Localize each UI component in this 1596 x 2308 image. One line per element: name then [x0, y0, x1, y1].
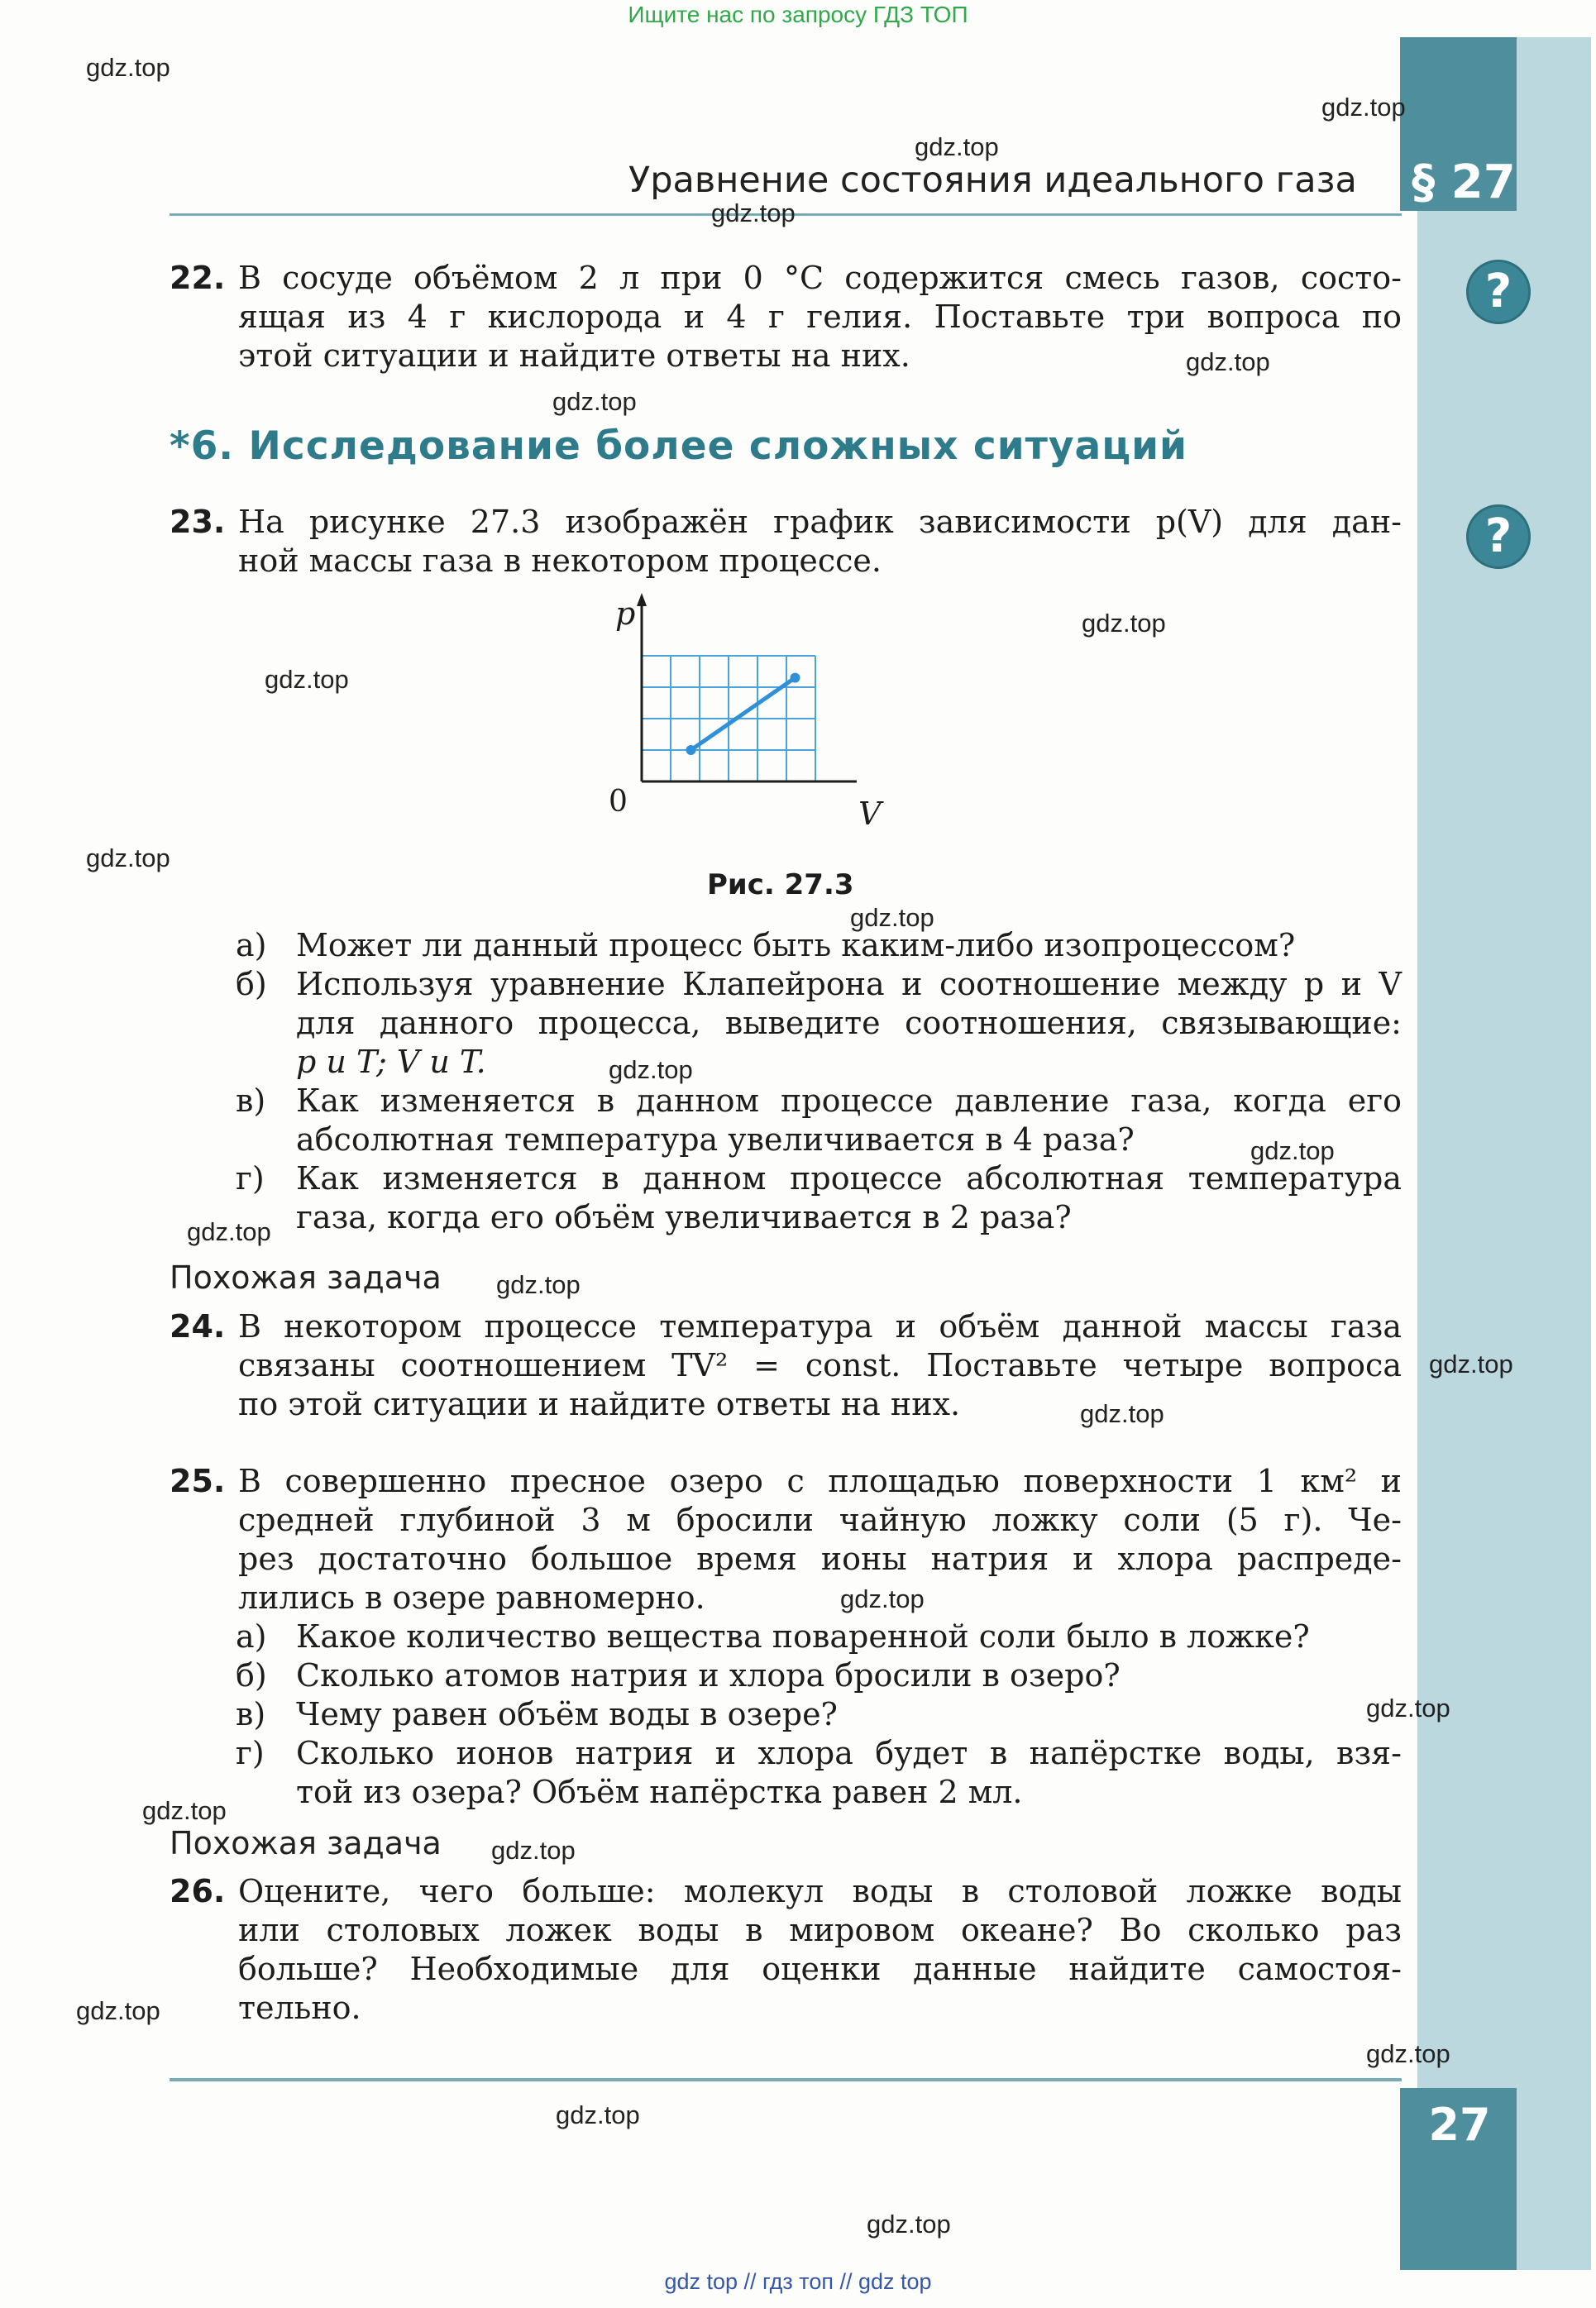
watermark: gdz.top	[1429, 1350, 1513, 1379]
watermark: gdz.top	[265, 665, 349, 694]
problem-number: 25.	[170, 1463, 226, 1499]
watermark: gdz.top	[552, 387, 637, 416]
section-label: § 27	[1412, 155, 1516, 209]
text-line: для данного процесса, выведите соотношения, связывающие:	[296, 1005, 1402, 1041]
y-axis-label: p	[615, 595, 636, 632]
subquestion-label: а)	[236, 927, 267, 963]
subquestion-g	[236, 1734, 1402, 1812]
section-heading: *6. Исследование более сложных ситуаций	[170, 423, 1187, 469]
text-line: Может ли данный процесс быть каким-либо изопроцессом?	[296, 927, 1296, 963]
subquestion-v	[236, 1695, 1402, 1734]
subquestion-b	[236, 965, 1402, 1082]
series-line	[691, 678, 796, 750]
page-number: 27	[1428, 2099, 1491, 2151]
pv-graph	[579, 591, 976, 848]
subquestion-label: г)	[236, 1160, 265, 1197]
text-line: ящая из 4 г кислорода и 4 г гелия. Поставьте три вопроса по	[238, 299, 1402, 335]
text-line: тельно.	[238, 1990, 361, 2026]
question-icon: ?	[1466, 504, 1531, 569]
problem-26	[170, 1872, 1402, 2028]
text-line: Как изменяется в данном процессе абсолютная температура	[296, 1160, 1402, 1197]
figure-caption: Рис. 27.3	[707, 868, 854, 901]
watermark: gdz.top	[867, 2210, 951, 2239]
text-line: Какое количество вещества поваренной соли было в ложке?	[296, 1618, 1310, 1655]
watermark: gdz.top	[840, 1584, 925, 1613]
watermark: gdz.top	[76, 1996, 160, 2025]
text-line: В некотором процессе температура и объём данной массы газа	[238, 1308, 1402, 1345]
text-line: В сосуде объёмом 2 л при 0 °С содержится смесь газов, состо-	[238, 260, 1402, 296]
watermark: gdz.top	[1321, 93, 1406, 122]
subquestion-label: в)	[236, 1696, 266, 1732]
text-line: p и T; V и T.	[296, 1044, 486, 1080]
text-line: этой ситуации и найдите ответы на них.	[238, 337, 910, 374]
watermark: gdz.top	[496, 1270, 581, 1299]
text-line: связаны соотношением TV² = const. Поставьте четыре вопроса	[238, 1347, 1402, 1383]
subquestion-a	[236, 1618, 1402, 1656]
text-line: Оцените, чего больше: молекул воды в столовой ложке воды	[238, 1873, 1402, 1909]
data-point	[686, 745, 696, 755]
problem-25	[170, 1462, 1402, 1618]
subquestion-label: б)	[236, 1657, 267, 1694]
text-line: или столовых ложек воды в мировом океане? Во сколько раз	[238, 1912, 1402, 1948]
subquestion-b	[236, 1656, 1402, 1695]
x-axis-label: V	[858, 796, 882, 832]
text-line: лились в озере равномерно.	[238, 1579, 705, 1616]
subquestion-g	[236, 1159, 1402, 1237]
text-line: рез достаточно большое время ионы натрия и хлора распреде-	[238, 1541, 1402, 1577]
watermark: gdz.top	[711, 198, 796, 227]
watermark: gdz.top	[915, 132, 999, 161]
watermark: gdz.top	[556, 2100, 640, 2129]
problem-number: 24.	[170, 1308, 226, 1345]
subquestion-v	[236, 1082, 1402, 1159]
footer-divider	[170, 2078, 1402, 2081]
watermark: gdz.top	[1250, 1136, 1335, 1165]
watermark: gdz.top	[850, 903, 934, 932]
data-point	[791, 673, 800, 683]
problem-number: 23.	[170, 504, 226, 540]
watermark: gdz.top	[1186, 347, 1270, 376]
page-title: Уравнение состояния идеального газа	[628, 160, 1357, 201]
text-line: Чему равен объём воды в озере?	[296, 1696, 838, 1732]
watermark: gdz.top	[187, 1217, 271, 1246]
y-axis-arrow	[637, 593, 647, 606]
question-icon: ?	[1466, 260, 1531, 324]
bottom-banner: gdz top // гдз топ // gdz top	[664, 2269, 932, 2294]
text-line: На рисунке 27.3 изображён график зависимости p(V) для дан-	[238, 504, 1402, 540]
text-line: Сколько атомов натрия и хлора бросили в озеро?	[296, 1657, 1121, 1694]
subquestion-label: в)	[236, 1082, 266, 1119]
text-line: газа, когда его объём увеличивается в 2 раза?	[296, 1199, 1072, 1235]
watermark: gdz.top	[1080, 1399, 1164, 1428]
watermark: gdz.top	[1082, 609, 1166, 638]
text-line: Сколько ионов натрия и хлора будет в напёрстке воды, взя-	[296, 1735, 1402, 1771]
problem-number: 26.	[170, 1873, 226, 1909]
subquestion-a	[236, 926, 1402, 965]
text-line: ной массы газа в некотором процессе.	[238, 542, 882, 579]
text-line: абсолютная температура увеличивается в 4 раза?	[296, 1121, 1135, 1158]
subquestion-label: б)	[236, 966, 267, 1002]
text-line: по этой ситуации и найдите ответы на них.	[238, 1386, 961, 1422]
text-line: Как изменяется в данном процессе давление газа, когда его	[296, 1082, 1402, 1119]
subquestion-label: г)	[236, 1735, 265, 1771]
text-line: больше? Необходимые для оценки данные найдите самостоя-	[238, 1951, 1402, 1987]
text-line: средней глубиной 3 м бросили чайную ложку соли (5 г). Че-	[238, 1502, 1402, 1538]
problem-23	[170, 503, 1402, 581]
similar-task-label: Похожая задача	[170, 1259, 442, 1296]
watermark: gdz.top	[609, 1055, 693, 1084]
page-edge-strip	[1417, 37, 1591, 2270]
text-line: В совершенно пресное озеро с площадью поверхности 1 км² и	[238, 1463, 1402, 1499]
similar-task-label: Похожая задача	[170, 1825, 442, 1861]
text-line: той из озера? Объём напёрстка равен 2 мл.	[296, 1774, 1023, 1810]
problem-24	[170, 1307, 1402, 1424]
watermark: gdz.top	[86, 53, 170, 82]
watermark: gdz.top	[86, 843, 170, 872]
watermark: gdz.top	[1366, 2039, 1450, 2068]
problem-number: 22.	[170, 260, 226, 296]
text-line: Используя уравнение Клапейрона и соотношение между p и V	[296, 966, 1402, 1002]
subquestion-label: а)	[236, 1618, 267, 1655]
watermark: gdz.top	[491, 1836, 576, 1865]
watermark: gdz.top	[1366, 1694, 1450, 1723]
origin-label: 0	[609, 785, 628, 819]
watermark: gdz.top	[142, 1796, 227, 1825]
top-banner: Ищите нас по запросу ГДЗ ТОП	[628, 2, 968, 27]
